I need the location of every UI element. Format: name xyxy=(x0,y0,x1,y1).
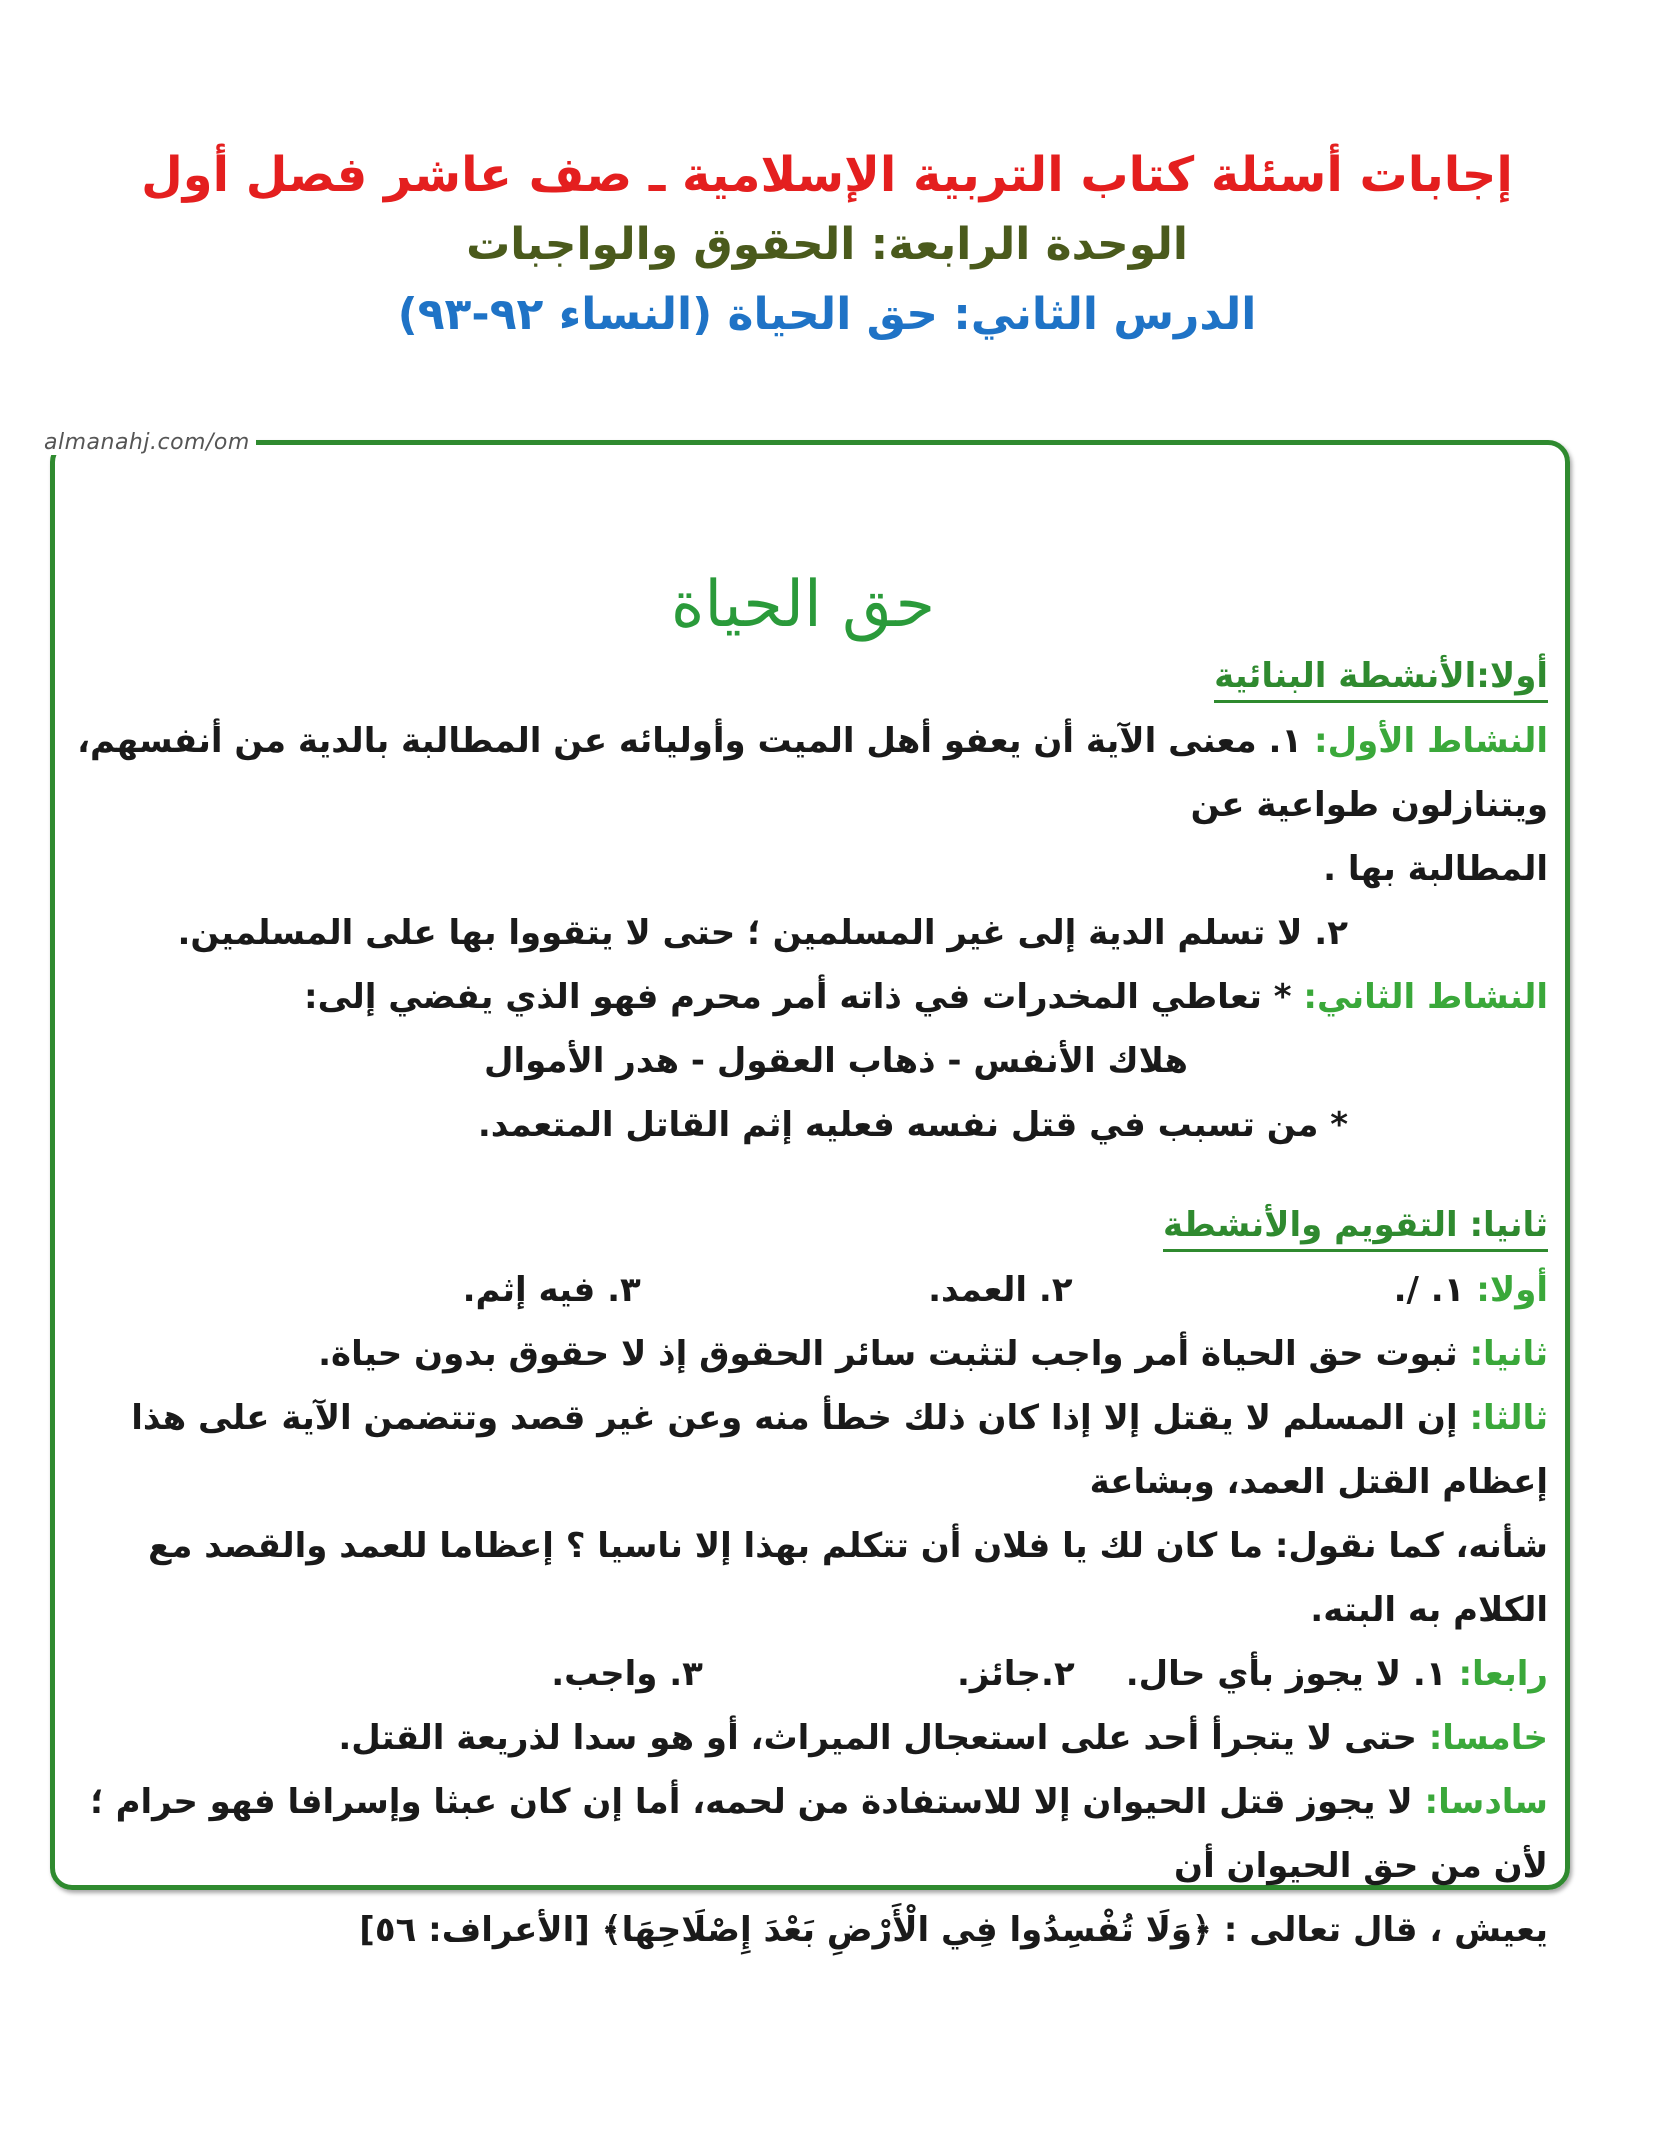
activity1-line1 xyxy=(58,709,1548,837)
q4-row xyxy=(58,1642,1548,1706)
q6-line2: يعيش ، قال تعالى : ﴿وَلَا تُفْسِدُوا فِي الْأَرْضِ بَعْدَ إِصْلَاحِهَا﴾ [الأعراف: ٥٦] xyxy=(359,1910,1548,1950)
q3-text1: إن المسلم لا يقتل إلا إذا كان ذلك خطأ منه وعن غير قصد وتتضمن الآية على هذا إعظام القتل العمد، وبشاعة xyxy=(131,1398,1548,1502)
activity2-label: النشاط الثاني: xyxy=(1303,977,1548,1017)
unit-title: الوحدة الرابعة: الحقوق والواجبات xyxy=(466,219,1188,270)
page-titles xyxy=(0,140,1654,350)
q1-label: أولا: xyxy=(1476,1270,1548,1310)
q4-answer-a: ١. لا يجوز بأي حال. xyxy=(1125,1654,1447,1694)
q3-label: ثالثا: xyxy=(1469,1398,1548,1438)
q6-label: سادسا: xyxy=(1424,1782,1548,1822)
q1-answer-a: ١. /. xyxy=(1393,1270,1465,1310)
q5-row xyxy=(58,1706,1548,1770)
activity1-label: النشاط الأول: xyxy=(1313,721,1548,761)
activity2-line3: * من تسبب في قتل نفسه فعليه إثم القاتل المتعمد. xyxy=(477,1105,1348,1145)
answer-box-content xyxy=(58,560,1548,1962)
section-constructive-activities-title: أولا:الأنشطة البنائية xyxy=(1214,656,1548,703)
q4-label: رابعا: xyxy=(1458,1654,1548,1694)
main-title: إجابات أسئلة كتاب التربية الإسلامية ـ صف عاشر فصل أول xyxy=(141,147,1513,203)
site-watermark: almanahj.com/om xyxy=(38,430,256,455)
q1-row xyxy=(58,1258,1548,1322)
q2-label: ثانيا: xyxy=(1469,1334,1548,1374)
activity1-line2: المطالبة بها . xyxy=(1323,849,1548,889)
q6-row xyxy=(58,1770,1548,1898)
q6-text1: لا يجوز قتل الحيوان إلا للاستفادة من لحمه، أما إن كان عبثا وإسرافا فهو حرام ؛ لأن من حق الحيوان أن xyxy=(90,1782,1548,1886)
activity2-line1 xyxy=(58,965,1548,1029)
q5-text: حتى لا يتجرأ أحد على استعجال الميراث، أو هو سدا لذريعة القتل. xyxy=(338,1718,1417,1758)
q3-line2: شأنه، كما نقول: ما كان لك يا فلان أن تتكلم بهذا إلا ناسيا ؟ إعظاما للعمد والقصد مع الكلام به البته. xyxy=(148,1526,1548,1630)
activity2-text1: * تعاطي المخدرات في ذاته أمر محرم فهو الذي يفضي إلى: xyxy=(304,977,1292,1017)
activity1-text1: ١. معنى الآية أن يعفو أهل الميت وأوليائه عن المطالبة بالدية من أنفسهم، ويتنازلون طواعية عن xyxy=(77,721,1548,825)
activity2-line2: هلاك الأنفس - ذهاب العقول - هدر الأموال xyxy=(483,1041,1188,1081)
q4-answer-c: ٣. واجب. xyxy=(551,1654,703,1694)
q2-text: ثبوت حق الحياة أمر واجب لتثبت سائر الحقوق إذ لا حقوق بدون حياة. xyxy=(318,1334,1458,1374)
q1-answer-c: ٣. فيه إثم. xyxy=(462,1270,641,1310)
activity1-line3: ٢. لا تسلم الدية إلى غير المسلمين ؛ حتى لا يتقووا بها على المسلمين. xyxy=(177,913,1348,953)
q5-label: خامسا: xyxy=(1428,1718,1548,1758)
lesson-title: الدرس الثاني: حق الحياة (النساء ٩٢-٩٣) xyxy=(397,289,1257,340)
section-evaluation-title: ثانيا: التقويم والأنشطة xyxy=(1163,1205,1548,1252)
q1-answer-b: ٢. العمد. xyxy=(928,1270,1073,1310)
box-heading: حق الحياة xyxy=(670,568,936,642)
q4-answer-b: ٢.جائز. xyxy=(956,1654,1075,1694)
q3-row xyxy=(58,1386,1548,1514)
q2-row xyxy=(58,1322,1548,1386)
